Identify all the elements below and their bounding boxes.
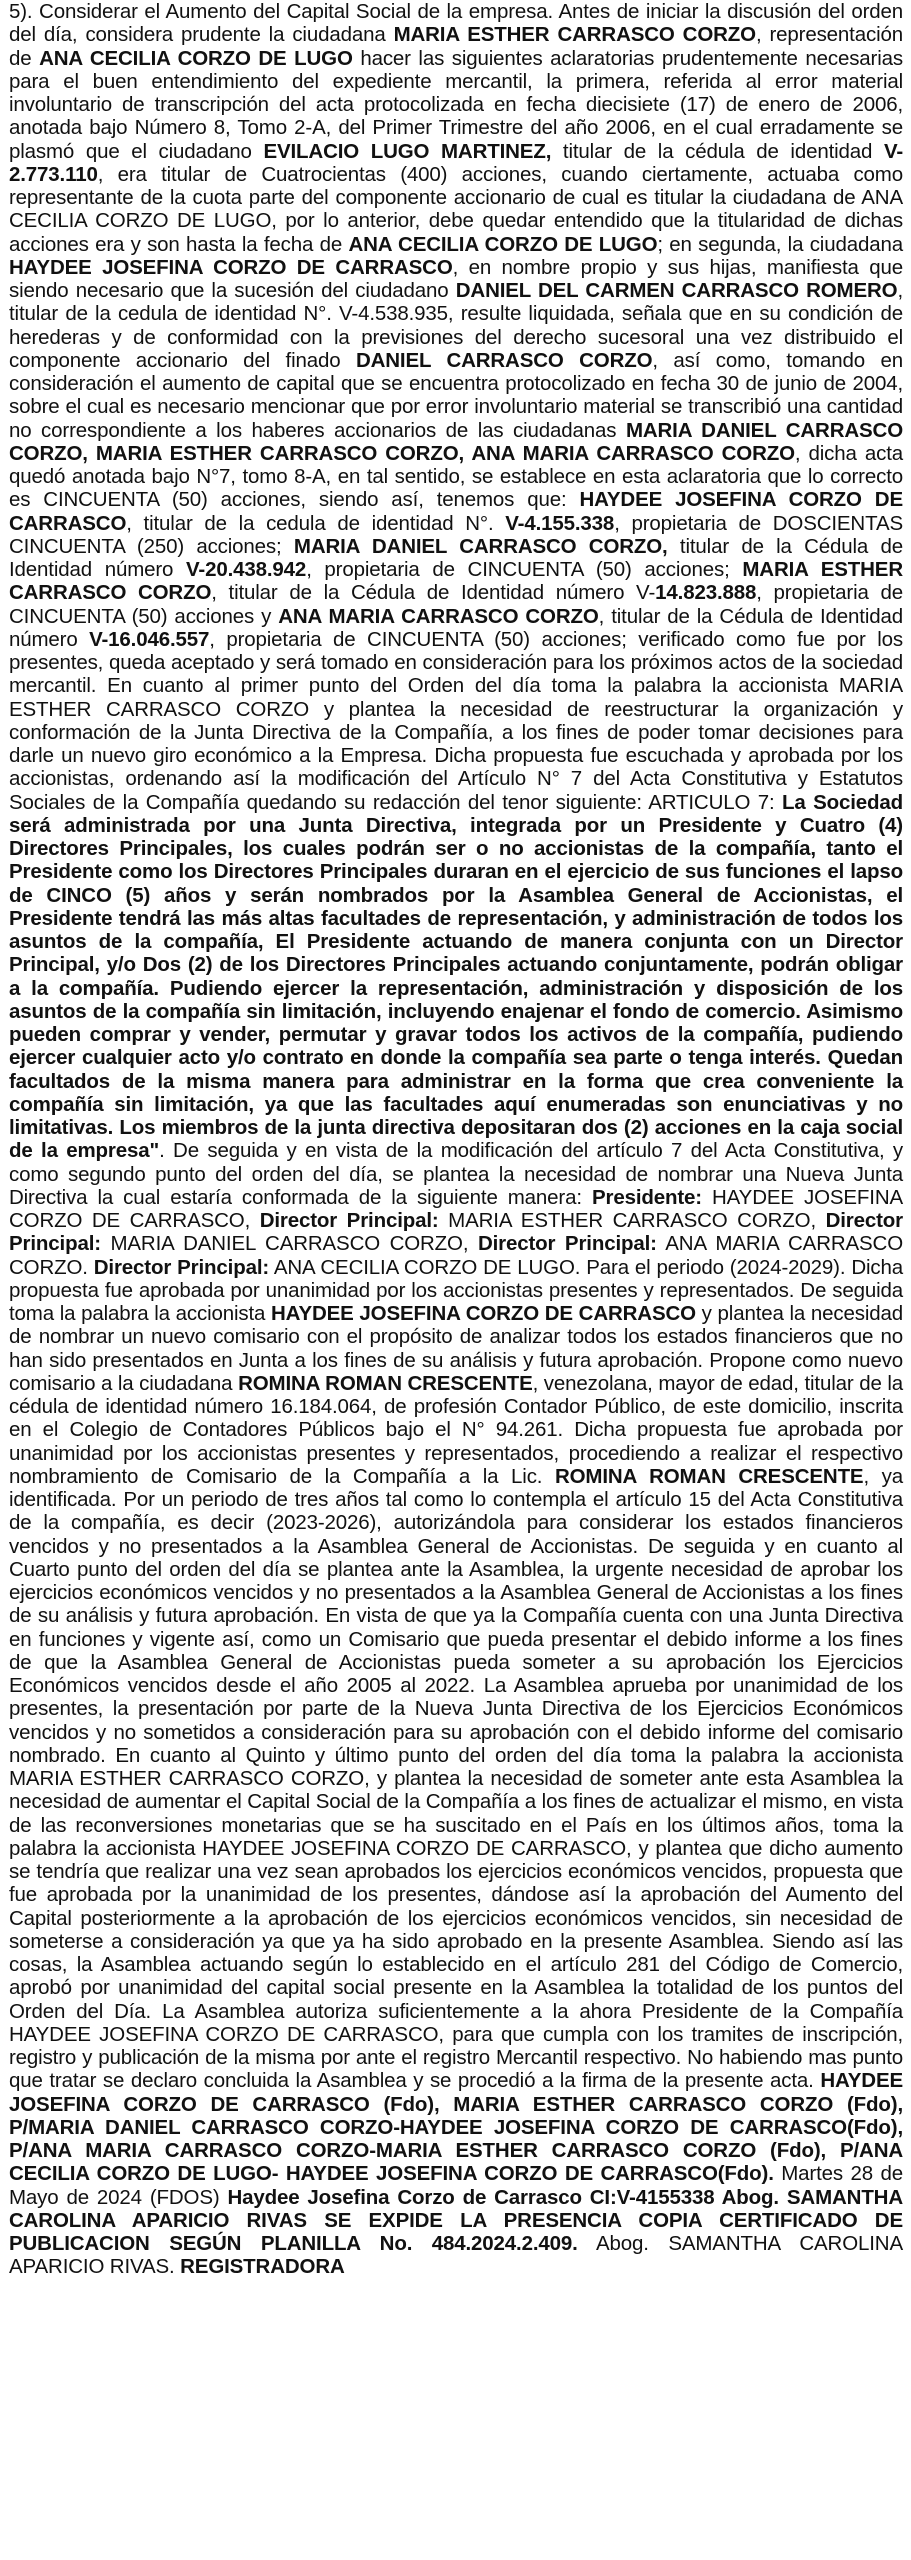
bold-text-run: DANIEL DEL CARMEN CARRASCO ROMERO <box>455 279 898 302</box>
text-run: , propietaria de CINCUENTA (50) acciones; <box>306 558 743 581</box>
text-run: , ya identificada. Por un periodo de tres años tal como lo contempla el artículo 15 del Acta Constitutiva de la compañía, es decir (2023-2026), autorizándola para considerar los estados financieros vencidos y no presentados a la Asamblea General de Accionistas. De seguida y en cuanto al Cuarto punto del orden del día se plantea ante la Asamblea, la urgente necesidad de aprobar los ejercicios económicos vencidos y no presentados a la Asamblea General de Accionistas a los fines de su análisis y futura aprobación. En vista de que ya la Compañía cuenta con una Junta Directiva en funciones y vigente así, como un Comisario que pueda presentar el debido informe a los fines de que la Asamblea General de Accionistas pueda someter a su aprobación los Ejercicios Económicos vencidos desde el año 2005 al 2022. La Asamblea aprueba por unanimidad de los presentes, la presentación por parte de la Nueva Junta Directiva de los Ejercicios Económicos vencidos y no sometidos a consideración para su aprobación con el debido informe del comisario nombrado. En cuanto al Quinto y último punto del orden del día toma la palabra la accionista MARIA ESTHER CARRASCO CORZO, y plantea la necesidad de someter ante esta Asamblea la necesidad de aumentar el Capital Social de la Compañía a los fines de actualizar el mismo, en vista de las reconversiones monetarias que se ha suscitado en el País en los últimos años, toma la palabra la accionista HAYDEE JOSEFINA CORZO DE CARRASCO, y plantea que dicho aumento se tendría que realizar una vez sean aprobados los ejercicios económicos vencidos, propuesta que fue aprobada por la unanimidad de los presentes, dándose así la aprobación del Aumento del Capital posteriormente a la aprobación de los ejercicios económicos vencidos, sin necesidad de someterse a consideración ya que ya ha sido aprobado en la presente Asamblea. Siendo así las cosas, la Asamblea actuando según lo establecido en el artículo 281 del Código de Comercio, aprobó por unanimidad del capital social presente en la Asamblea la totalidad de los puntos del Orden del Día. La Asamblea autoriza suficientemente a la ahora Presidente de la Compañía HAYDEE JOSEFINA CORZO DE CARRASCO, para que cumpla con los tramites de inscripción, registro y publicación de la misma por ante el registro Mercantil respectivo. No habiendo mas punto que tratar se declaro concluida la Asamblea y se procedió a la firma de la presente acta. <box>9 1464 903 2093</box>
text-run: HAYDEE JOSEFINA CORZO DE CARRASCO, <box>9 1185 904 1232</box>
text-run: , así como, tomando en consideración el aumento de capital que se encuentra protocolizado en fecha 30 de junio de 2004, sobre el cual es necesario mencionar que por error involuntario material se transcribió una cantidad no correspondiente a los haberes accionarios de las ciudadanas <box>9 348 903 442</box>
text-run: , propietaria de CINCUENTA (50) acciones; verificado como fue por los presentes, queda aceptado y será tomado en consideración para los próximos actos de la sociedad mercantil. En cuanto al primer punto del Orden del día toma la palabra la accionista MARIA ESTHER CARRASCO CORZO y plantea la necesidad de reestructurar la organización y conformación de la Junta Directiva de la Compañía, a los fines de poder tomar decisiones para darle un nuevo giro económico a la Empresa. Dicha propuesta fue escuchada y aprobada por los accionistas, ordenando así la modificación del Artículo N° 7 del Acta Constitutiva y Estatutos Sociales de la Compañía quedando su redacción del tenor siguiente: ARTICULO 7: <box>9 627 903 814</box>
bold-text-run: Presidente: <box>591 1185 702 1209</box>
bold-text-run: 14.823.888 <box>655 581 757 605</box>
bold-text-run: DANIEL CARRASCO CORZO <box>355 348 653 372</box>
bold-text-run: V-16.046.557 <box>89 627 210 651</box>
text-run: ; en segunda, la ciudadana <box>657 232 903 256</box>
bold-text-run: Director Principal: <box>259 1209 439 1232</box>
text-run: ANA CECILIA CORZO DE LUGO. Para el periodo (2024-2029). Dicha propuesta fue aprobada por unanimidad por los accionistas presentes y representados. De seguida toma la palabra la accionista <box>9 1255 903 1325</box>
bold-text-run: ROMINA ROMAN CRESCENTE <box>238 1371 533 1395</box>
bold-text-run: Director Principal: <box>9 1209 903 1256</box>
text-run: , venezolana, mayor de edad, titular de la cédula de identidad número 16.184.064, de profesión Contador Público, de este domicilio, inscrita en el Colegio de Contadores Públicos bajo el N° 94.261. Dicha propuesta fue aprobada por unanimidad por los accionistas presentes y representados, procediendo a realizar el respectivo nombramiento de Comisario de la Compañía a la Lic. <box>9 1371 903 1488</box>
text-run: MARIA DANIEL CARRASCO CORZO, <box>100 1232 478 1256</box>
bold-text-run: Haydee Josefina Corzo de Carrasco CI:V-4155338 Abog. SAMANTHA CAROLINA APARICIO RIVAS SE EXPIDE LA PRESENCIA COPIA CERTIFICADO DE PUBLICACION SEGÚN PLANILLA No. 484.2024.2.409. <box>9 2185 903 2255</box>
bold-text-run: La Sociedad será administrada por una Junta Directiva, integrada por un Presidente y Cuatro (4) Directores Principales, los cuales podrán ser o no accionistas de la compañía, tanto el Presidente como los Directores Principales duraran en el ejercicio de sus funciones el lapso de CINCO (5) años y serán nombrados por la Asamblea General de Accionistas, el Presidente tendrá las más altas facultades de representación, y administración de todos los asuntos de la compañía, El Presidente actuando de manera conjunta con un Director Principal, y/o Dos (2) de los Directores Principales actuando conjuntamente, podrán obligar a la compañía. Pudiendo ejercer la representación, administración y disposición de los asuntos de la compañía sin limitación, incluyendo enajenar el fondo de comercio. Asimismo pueden comprar y vender, permutar y gravar todos los activos de la compañía, pudiendo ejercer cualquier acto y/o contrato en donde la compañía sea parte o tenga interés. Quedan facultados de la misma manera para administrar en la forma que crea conveniente la compañía sin limitación, ya que las facultades aquí enumeradas son enunciativas y no limitativas. Los miembros de la junta directiva depositaran dos (2) acciones en la caja social de la empresa" <box>9 790 904 1163</box>
text-run: , propietaria de CINCUENTA (50) acciones y <box>9 581 903 628</box>
text-run: MARIA ESTHER CARRASCO CORZO, <box>438 1209 826 1232</box>
bold-text-run: MARIA DANIEL CARRASCO CORZO, MARIA ESTHER CARRASCO CORZO, ANA MARIA CARRASCO CORZO <box>9 418 903 465</box>
text-run: Martes 28 de Mayo de 2024 (FDOS) <box>9 2162 903 2209</box>
bold-text-run: ROMINA ROMAN CRESCENTE <box>554 1464 864 1488</box>
bold-text-run: V-2.773.110 <box>9 139 904 186</box>
text-run: , titular de la Cédula de Identidad número V- <box>211 581 656 605</box>
bold-text-run: HAYDEE JOSEFINA CORZO DE CARRASCO <box>9 255 453 279</box>
bold-text-run: V-20.438.942 <box>186 558 307 581</box>
bold-text-run: ANA MARIA CARRASCO CORZO <box>278 604 599 628</box>
text-run: , en nombre propio y sus hijas, manifiesta que siendo necesario que la sucesión del ciudadano <box>9 255 903 302</box>
text-run: , titular de la Cédula de Identidad número <box>9 604 903 651</box>
bold-text-run: HAYDEE JOSEFINA CORZO DE CARRASCO <box>271 1302 696 1325</box>
bold-text-run: EVILACIO LUGO MARTINEZ, <box>263 139 552 163</box>
bold-text-run: ANA CECILIA CORZO DE LUGO <box>348 232 658 256</box>
bold-text-run: Director Principal: <box>93 1255 270 1279</box>
text-run: , dicha acta quedó anotada bajo N°7, tomo 8-A, en tal sentido, se establece en esta aclaratoria que lo correcto es CINCUENTA (50) acciones, siendo así, tenemos que: <box>9 441 903 512</box>
bold-text-run: ANA CECILIA CORZO DE LUGO <box>39 46 353 70</box>
bold-text-run: HAYDEE JOSEFINA CORZO DE CARRASCO <box>9 488 903 535</box>
text-run: ANA MARIA CARRASCO CORZO. <box>9 1232 904 1279</box>
bold-text-run: MARIA ESTHER CARRASCO CORZO <box>393 23 756 47</box>
text-run: , era titular de Cuatrocientas (400) acciones, cuando ciertamente, actuaba como representante de la cuota parte del componente accionario de cual es titular la ciudadana de ANA CECILIA CORZO DE LUGO, por lo anterior, debe quedar entendido que la titularidad de dichas acciones era y son hasta la fecha de <box>9 162 903 256</box>
bold-text-run: Director Principal: <box>477 1232 657 1256</box>
bold-text-run: V-4.155.338 <box>505 511 615 535</box>
text-run: hacer las siguientes aclaratorias prudentemente necesarias para el buen entendimiento del expediente mercantil, la primera, referida al error material involuntario de transcripción del acta protocolizada en fecha diecisiete (17) de enero de 2006, anotada bajo Número 8, Tomo 2-A, del Primer Trimestre del año 2006, en el cual erradamente se plasmó que el ciudadano <box>9 46 903 163</box>
text-run: , representación de <box>9 23 903 70</box>
bold-text-run: HAYDEE JOSEFINA CORZO DE CARRASCO (Fdo), MARIA ESTHER CARRASCO CORZO (Fdo), P/MARIA DANIEL CARRASCO CORZO-HAYDEE JOSEFINA CORZO DE CARRASCO(Fdo), P/ANA MARIA CARRASCO CORZO-MARIA ESTHER CARRASCO CORZO (Fdo), P/ANA CECILIA CORZO DE LUGO- HAYDEE JOSEFINA CORZO DE CARRASCO(Fdo). <box>9 2069 903 2186</box>
bold-text-run: MARIA DANIEL CARRASCO CORZO, <box>293 534 668 558</box>
bold-text-run: MARIA ESTHER CARRASCO CORZO <box>9 558 903 605</box>
text-run: , titular de la cedula de identidad N°. V-4.538.935, resulte liquidada, señala que en su condición de herederas y de conformidad con la previsiones del derecho sucesoral una vez distribuido el componente accionario del finado <box>9 279 904 372</box>
text-run: titular de la Cédula de Identidad número <box>9 534 903 581</box>
text-run: y plantea la necesidad de nombrar un nuevo comisario con el propósito de analizar todos los estados financieros que no han sido presentados en Junta a los fines de su análisis y futura aprobación. Propone como nuevo comisario a la ciudadana <box>9 1302 903 1395</box>
body-paragraph <box>9 0 903 2279</box>
text-run: Abog. SAMANTHA CAROLINA APARICIO RIVAS. <box>9 2232 903 2279</box>
text-run: , titular de la cedula de identidad N°. <box>126 511 506 535</box>
text-run: , propietaria de DOSCIENTAS CINCUENTA (250) acciones; <box>9 511 903 558</box>
text-run: . De seguida y en vista de la modificación del artículo 7 del Acta Constitutiva, y como segundo punto del orden del día, se plantea la necesidad de nombrar una Nueva Junta Directiva la cual estaría conformada de la siguiente manera: <box>9 1139 903 1209</box>
text-run: titular de la cédula de identidad <box>551 139 884 163</box>
text-run: 5). Considerar el Aumento del Capital Social de la empresa. Antes de iniciar la discusión del orden del día, considera prudente la ciudadana <box>9 0 903 47</box>
bold-text-run: REGISTRADORA <box>180 2255 345 2279</box>
